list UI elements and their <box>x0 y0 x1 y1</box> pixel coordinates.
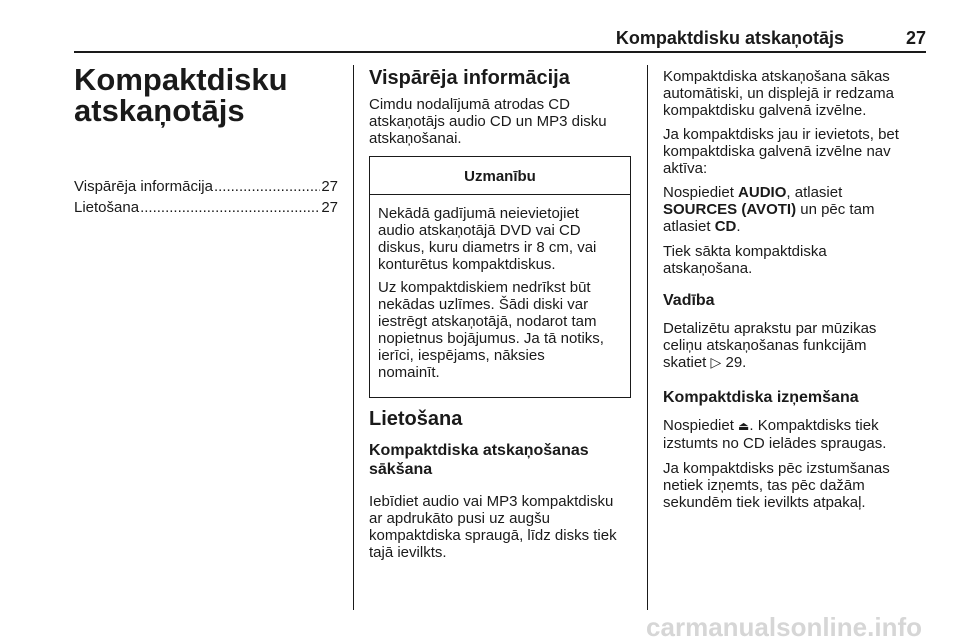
chapter-title <box>74 64 344 126</box>
text-line: nopietnus bojājumus. Ja tā notiks, <box>378 330 604 347</box>
toc-leader <box>140 199 320 216</box>
text-line: automātiski, un displejā ir redzama <box>663 85 894 102</box>
text-line: nomainīt. <box>378 364 440 381</box>
text-line <box>663 201 874 218</box>
page-header <box>74 25 926 49</box>
text-fragment: , atlasiet <box>786 184 843 201</box>
chapter-title-line-2: atskaņotājs <box>74 93 245 128</box>
text-line: aktīva: <box>663 160 708 177</box>
heading-line: sākšana <box>369 461 433 478</box>
cd-option-label: CD <box>714 218 737 235</box>
eject-heading: Kompaktdiska izņemšana <box>663 389 859 406</box>
text-line: diskus, kuru diametrs ir 8 cm, vai <box>378 239 597 256</box>
text-line: atskaņotājs audio CD un MP3 disku <box>369 113 607 130</box>
table-of-contents <box>74 174 338 216</box>
text-fragment: skatiet <box>663 354 711 371</box>
chapter-title-line-1: Kompaktdisku <box>74 62 288 97</box>
text-fragment: . Kompaktdisks tiek <box>749 417 879 434</box>
text-line: iestrēgt atskaņotājā, nodarot tam <box>378 313 597 330</box>
column-divider-right <box>647 65 648 610</box>
text-line: kompaktdiska galvenā izvēlne nav <box>663 143 891 160</box>
text-line <box>663 417 886 435</box>
text-line: audio atskaņotājā DVD vai CD <box>378 222 581 239</box>
autoplay-text <box>663 68 894 119</box>
toc-item[interactable] <box>74 195 338 216</box>
general-text <box>369 96 607 147</box>
control-text <box>663 320 876 371</box>
general-heading: Vispārēja informācija <box>369 67 570 89</box>
toc-item[interactable] <box>74 174 338 195</box>
toc-page: 27 <box>321 178 338 195</box>
eject-icon: ⏏ <box>738 419 750 433</box>
inserted-disc-text <box>663 126 899 177</box>
text-fragment: atlasiet <box>663 218 715 235</box>
toc-label: Vispārēja informācija <box>74 178 213 195</box>
text-line: Ja kompaktdisks pēc izstumšanas <box>663 460 890 477</box>
text-line: netiek izņemts, tas pēc dažām <box>663 477 865 494</box>
control-heading: Vadība <box>663 292 715 309</box>
header-rule <box>74 51 926 53</box>
text-fragment: . <box>736 218 741 235</box>
text-line: Nekādā gadījumā neievietojiet <box>378 205 579 222</box>
eject-retract-text <box>663 460 890 511</box>
page-reference-icon: ▷ <box>710 354 722 370</box>
text-line: konturētus kompaktdiskus. <box>378 256 556 273</box>
running-title: Kompaktdisku atskaņotājs <box>615 28 844 48</box>
text-line: Detalizētu aprakstu par mūzikas <box>663 320 877 337</box>
text-line: nekādas uzlīmes. Šādi diski var <box>378 296 589 313</box>
playback-start-text <box>663 243 827 277</box>
audio-button-label: AUDIO <box>738 184 787 201</box>
text-line: Tiek sākta kompaktdiska <box>663 243 827 260</box>
instruction-text <box>663 184 874 235</box>
text-fragment: un pēc tam <box>796 201 875 218</box>
text-line: sekundēm tiek ievilkts atpakaļ. <box>663 494 866 511</box>
text-line: Ja kompaktdisks jau ir ievietots, bet <box>663 126 899 143</box>
text-line: tajā ievilkts. <box>369 544 447 561</box>
text-fragment: Nospiediet <box>663 417 739 434</box>
start-playback-text <box>369 493 617 561</box>
text-line: Uz kompaktdiskiem nedrīkst būt <box>378 279 591 296</box>
toc-page: 27 <box>321 199 338 216</box>
toc-label: Lietošana <box>74 199 140 216</box>
reference-page: 29. <box>721 354 747 371</box>
text-line: kompaktdisku galvenā izvēlne. <box>663 102 867 119</box>
text-line: ierīci, iespējams, nāksies <box>378 347 545 364</box>
eject-text <box>663 417 886 452</box>
usage-heading: Lietošana <box>369 408 463 430</box>
watermark-text: carmanualsonline.info <box>646 612 922 642</box>
heading-line: Kompaktdiska atskaņošanas <box>369 442 589 459</box>
text-line: Kompaktdiska atskaņošana sākas <box>663 68 890 85</box>
text-line: ar apdrukāto pusi uz augšu <box>369 510 550 527</box>
caution-title: Uzmanību <box>370 157 630 195</box>
page-number: 27 <box>905 28 926 48</box>
caution-paragraph-1 <box>378 205 623 273</box>
cross-reference[interactable] <box>663 354 876 371</box>
start-playback-heading <box>369 441 589 479</box>
text-line: atskaņošana. <box>663 260 753 277</box>
text-line <box>663 218 874 235</box>
caution-paragraph-2 <box>378 279 623 381</box>
text-line: celiņu atskaņošanas funkcijām <box>663 337 867 354</box>
sources-menu-label: SOURCES (AVOTI) <box>663 201 797 218</box>
column-divider-left <box>353 65 354 610</box>
caution-box <box>369 156 631 398</box>
text-line: Cimdu nodalījumā atrodas CD <box>369 96 570 113</box>
text-line: atskaņošanai. <box>369 130 462 147</box>
text-line: Iebīdiet audio vai MP3 kompaktdisku <box>369 493 614 510</box>
text-line: kompaktdiska spraugā, līdz disks tiek <box>369 527 617 544</box>
text-line <box>663 184 874 201</box>
text-line: izstumts no CD ielādes spraugas. <box>663 435 887 452</box>
text-fragment: Nospiediet <box>663 184 739 201</box>
toc-leader <box>214 178 320 195</box>
